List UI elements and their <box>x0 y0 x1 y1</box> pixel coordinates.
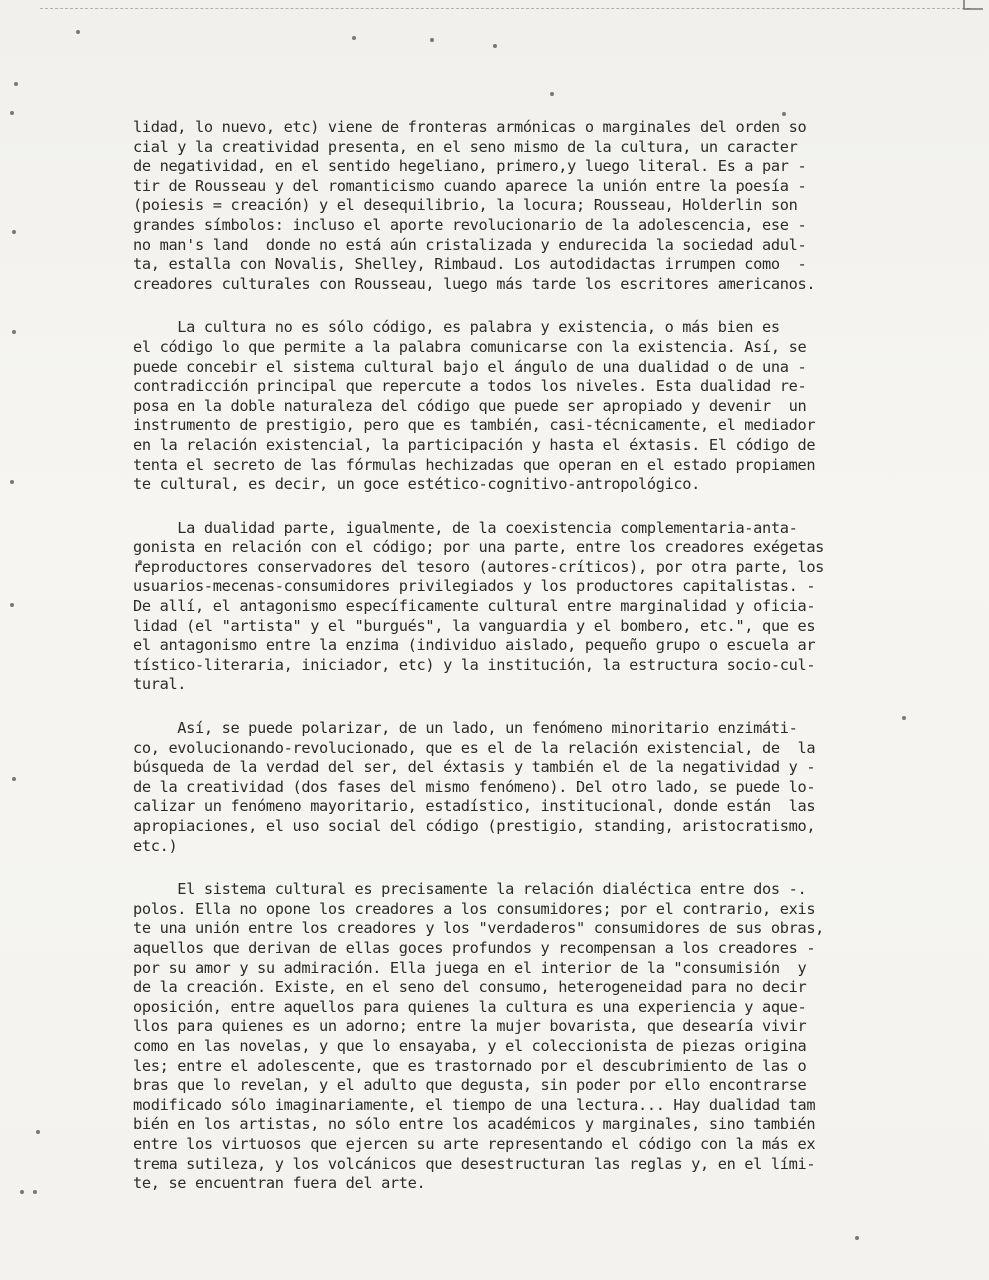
text-line: instrumento de prestigio, pero que es también, casi-técnicamente, el mediador <box>133 416 816 435</box>
scan-speck <box>36 1130 40 1134</box>
paragraph-2 <box>133 318 923 494</box>
text-line: tural. <box>133 675 187 694</box>
text-line: El sistema cultural es precisamente la relación dialéctica entre dos -. <box>133 880 807 899</box>
scan-speck <box>76 30 80 34</box>
text-line: tístico-literaria, iniciador, etc) y la institución, la estructura socio-cul- <box>133 655 816 674</box>
text-line: polos. Ella no opone los creadores a los consumidores; por el contrario, exis <box>133 899 816 918</box>
text-line: grandes símbolos: incluso el aporte revolucionario de la adolescencia, ese - <box>133 215 807 234</box>
scan-speck <box>12 230 16 234</box>
text-line: gonista en relación con el código; por una parte, entre los creadores exégetas <box>133 538 825 557</box>
text-line: modificado sólo imaginariamente, el tiempo de una lectura... Hay dualidad tam <box>133 1095 816 1114</box>
paragraph-gap <box>133 294 923 318</box>
text-line: como en las novelas, y que lo ensayaba, y el coleccionista de piezas origina <box>133 1036 807 1055</box>
text-line: (poiesis = creación) y el desequilibrio, la locura; Rousseau, Holderlin son <box>133 196 798 215</box>
text-line: lidad (el "artista" y el "burgués", la vanguardia y el bombero, etc.", que es <box>133 616 816 635</box>
scan-speck <box>14 82 18 86</box>
scan-speck <box>855 1236 859 1240</box>
paragraph-4 <box>133 719 923 856</box>
paragraph-gap <box>133 856 923 880</box>
text-line: oposición, entre aquellos para quienes la cultura es una experiencia y aque- <box>133 997 807 1016</box>
text-line: el antagonismo entre la enzima (individuo aislado, pequeño grupo o escuela ar <box>133 636 816 655</box>
text-line: La cultura no es sólo código, es palabra y existencia, o más bien es <box>133 318 780 337</box>
text-line: contradicción principal que repercute a todos los niveles. Esta dualidad re- <box>133 377 807 396</box>
scan-speck <box>10 603 14 607</box>
text-line: trema sutileza, y los volcánicos que desestructuran las reglas y, en el lími- <box>133 1154 816 1173</box>
scan-speck <box>550 92 554 96</box>
scan-speck <box>430 38 434 42</box>
text-line: etc.) <box>133 836 178 855</box>
text-line: bras que lo revelan, y el adulto que degusta, sin poder por ello encontrarse <box>133 1076 807 1095</box>
text-line: puede concebir el sistema cultural bajo el ángulo de una dualidad o de una - <box>133 357 807 376</box>
text-line: ta, estalla con Novalis, Shelley, Rimbaud. Los autodidactas irrumpen como - <box>133 255 807 274</box>
text-line: bién en los artistas, no sólo entre los académicos y marginales, sino también <box>133 1115 816 1134</box>
text-line: De allí, el antagonismo específicamente cultural entre marginalidad y oficia- <box>133 597 816 616</box>
text-line: Así, se puede polarizar, de un lado, un fenómeno minoritario enzimáti- <box>133 719 798 738</box>
scan-speck <box>10 111 14 115</box>
paragraph-1 <box>133 118 923 294</box>
text-line: apropiaciones, el uso social del código (prestigio, standing, aristocratismo, <box>133 817 816 835</box>
scan-speck <box>12 330 16 334</box>
paragraph-3 <box>133 519 923 695</box>
text-line: no man's land donde no está aún cristalizada y endurecida la sociedad adul- <box>133 235 807 254</box>
text-line: lidad, lo nuevo, etc) viene de fronteras armónicas o marginales del orden so <box>133 118 807 136</box>
scan-speck <box>352 36 356 40</box>
paragraph-gap <box>133 495 923 519</box>
text-line: te una unión entre los creadores y los "verdaderos" consumidores de sus obras, <box>133 919 825 938</box>
body-text <box>133 118 923 1194</box>
scan-speck <box>20 1190 24 1194</box>
paragraph-gap <box>133 695 923 719</box>
text-line: co, evolucionando-revolucionado, que es el de la relación existencial, de la <box>133 738 816 757</box>
scan-speck <box>10 480 14 484</box>
text-line: de la creación. Existe, en el seno del consumo, heterogeneidad para no decir <box>133 978 807 997</box>
text-line: aquellos que derivan de ellas goces profundos y recompensan a los creadores - <box>133 938 816 957</box>
scan-speck <box>782 112 786 116</box>
scan-speck <box>33 1190 37 1194</box>
text-line: entre los virtuosos que ejercen su arte representando el código con la más ex <box>133 1134 816 1153</box>
text-line: llos para quienes es un adorno; entre la mujer bovarista, que desearía vivir <box>133 1017 807 1036</box>
text-line: de la creatividad (dos fases del mismo fenómeno). Del otro lado, se puede lo- <box>133 777 816 796</box>
paragraph-5 <box>133 880 923 1194</box>
corner-mark <box>963 0 983 10</box>
text-line: La dualidad parte, igualmente, de la coexistencia complementaria-anta- <box>133 518 798 537</box>
scan-speck <box>12 777 16 781</box>
text-line: cial y la creatividad presenta, en el seno mismo de la cultura, un caracter <box>133 137 798 156</box>
text-line: de negatividad, en el sentido hegeliano, primero,y luego literal. Es a par - <box>133 157 807 176</box>
text-line: usuarios-mecenas-consumidores privilegiados y los productores capitalistas. - <box>133 577 816 596</box>
text-line: creadores culturales con Rousseau, luego más tarde los escritores americanos. <box>133 274 816 293</box>
text-line: por su amor y su admiración. Ella juega en el interior de la "consumisión y <box>133 958 807 977</box>
text-line: les; entre el adolescente, que es trastornado por el descubrimiento de las o <box>133 1056 807 1075</box>
text-line: tir de Rousseau y del romanticismo cuando aparece la unión entre la poesía - <box>133 176 807 195</box>
text-line: tenta el secreto de las fórmulas hechizadas que operan en el estado propiamen <box>133 455 816 474</box>
text-line: búsqueda de la verdad del ser, del éxtasis y también el de la negatividad y - <box>133 758 816 777</box>
text-line: reproductores conservadores del tesoro (autores-críticos), por otra parte, los <box>133 557 825 576</box>
top-edge-rule <box>40 8 970 9</box>
text-line: posa en la doble naturaleza del código que puede ser apropiado y devenir un <box>133 396 807 415</box>
text-line: te cultural, es decir, un goce estético-cognitivo-antropológico. <box>133 475 701 494</box>
text-line: en la relación existencial, la participación y hasta el éxtasis. El código de <box>133 435 816 454</box>
text-line: el código lo que permite a la palabra comunicarse con la existencia. Así, se <box>133 337 807 356</box>
text-line: calizar un fenómeno mayoritario, estadístico, institucional, donde están las <box>133 797 816 816</box>
scan-speck <box>493 44 497 48</box>
text-line: te, se encuentran fuera del arte. <box>133 1174 426 1193</box>
